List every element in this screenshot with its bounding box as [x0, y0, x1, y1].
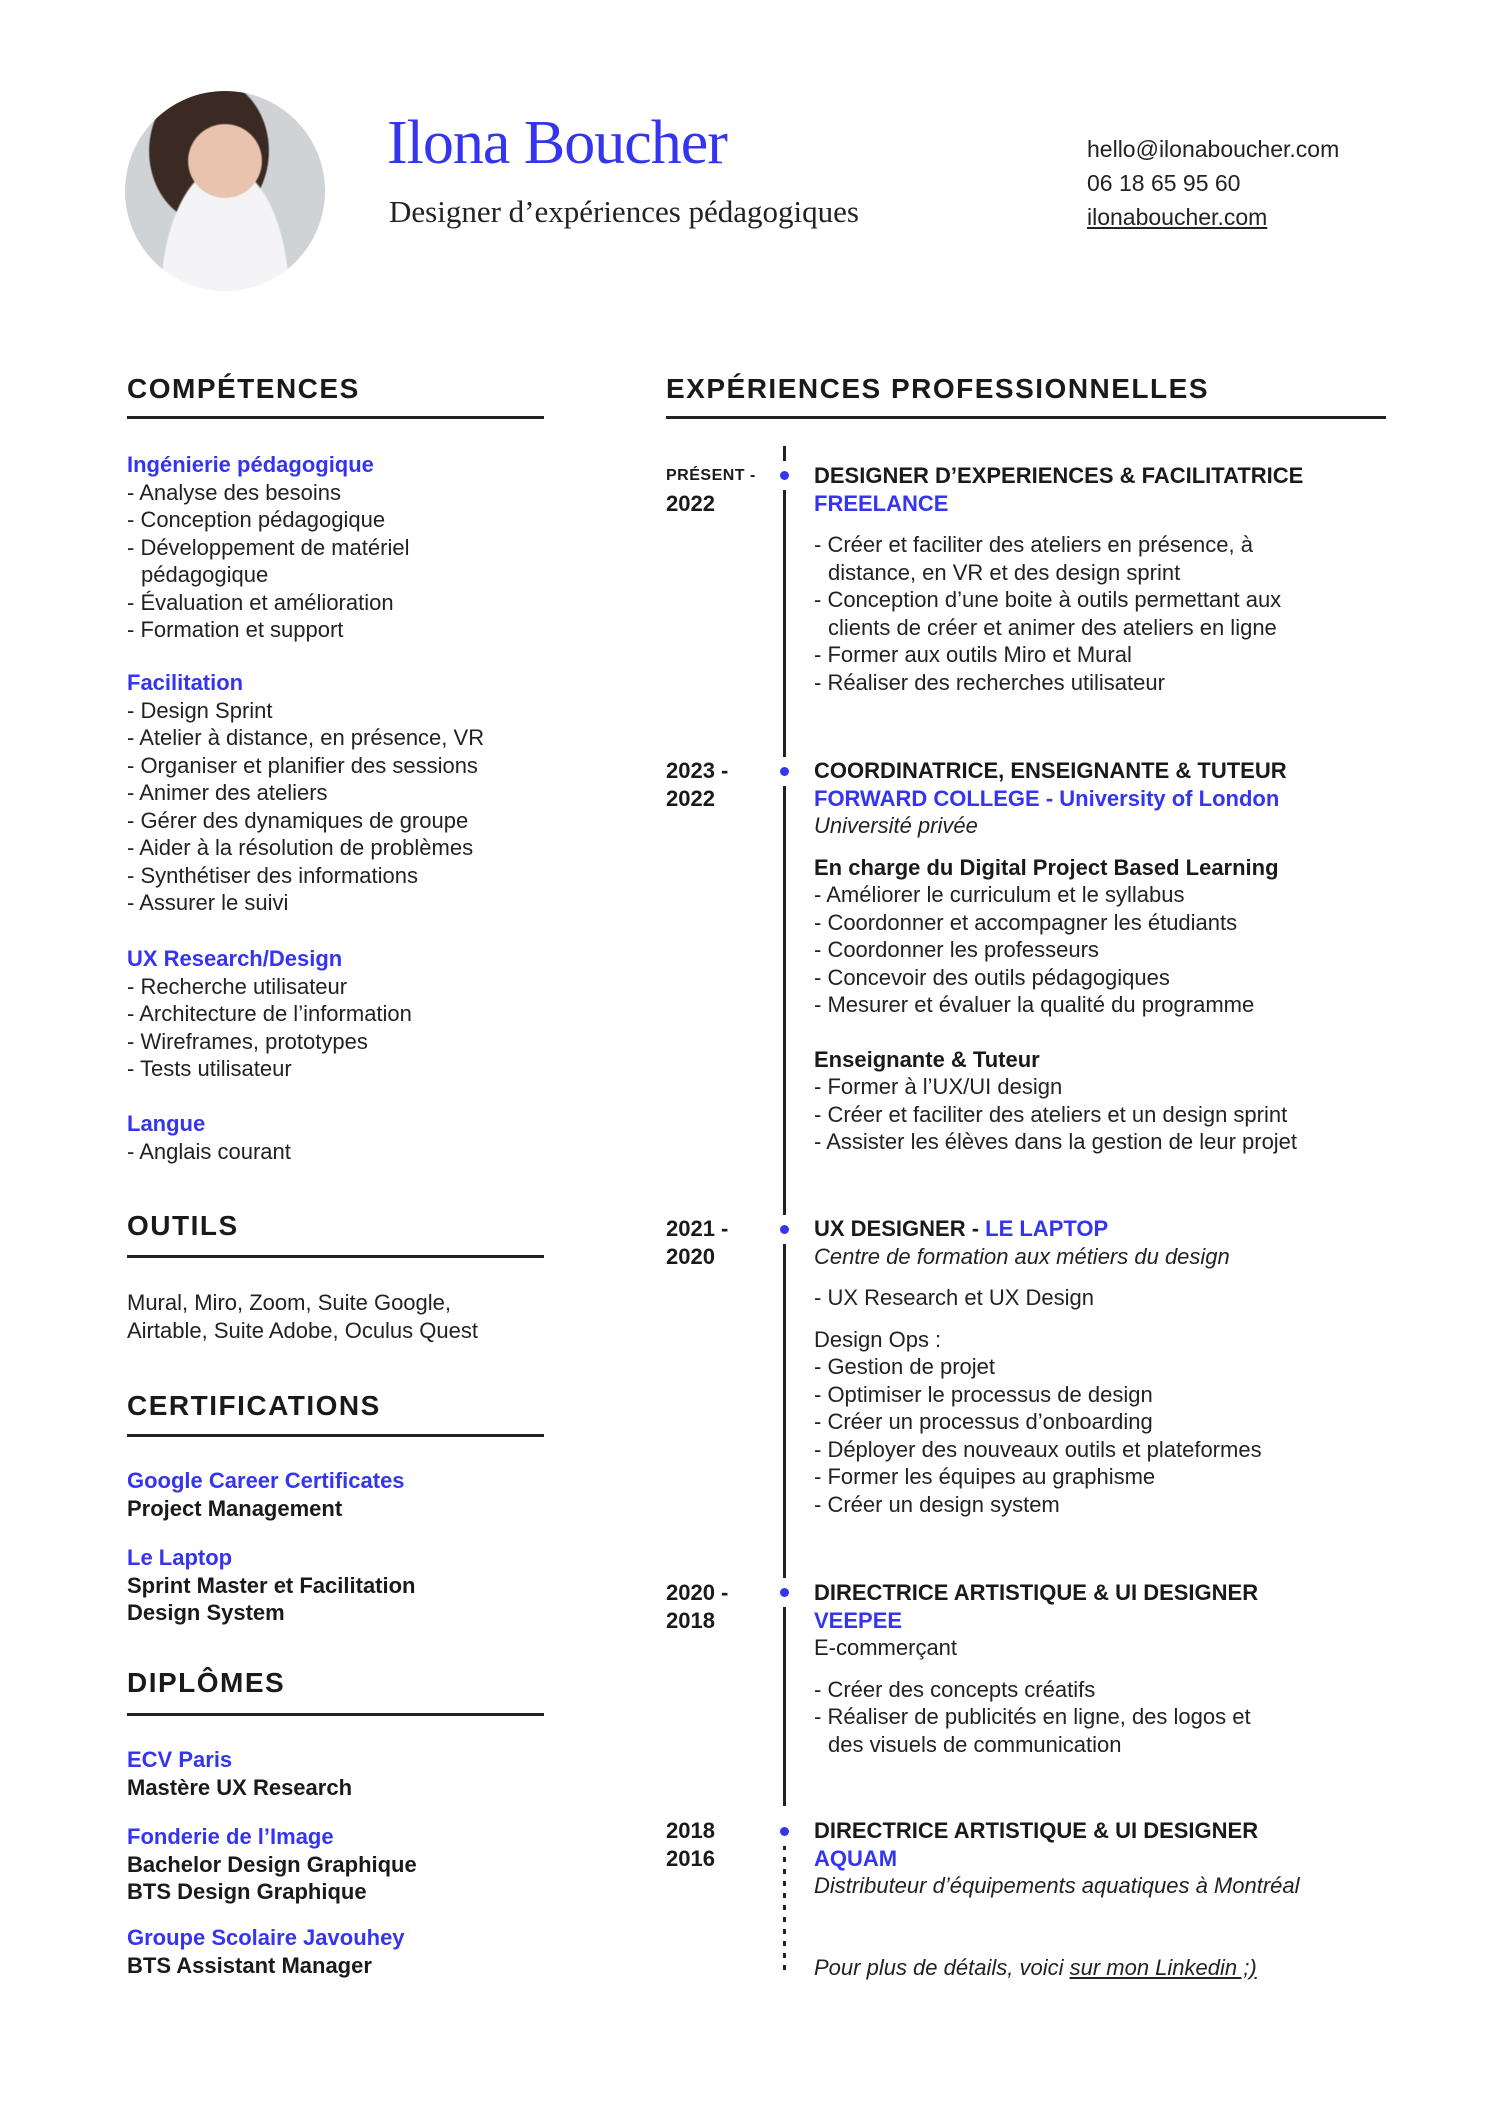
list-item: - Optimiser le processus de design — [814, 1381, 1153, 1407]
list-item: - Architecture de l’information — [127, 1001, 412, 1026]
skills-heading: COMPÉTENCES — [127, 373, 360, 404]
list-item: pédagogique — [141, 562, 269, 587]
date-start: 2023 - — [666, 758, 729, 783]
item-list — [127, 479, 547, 644]
candidate-title: Designer d’expériences pédagogiques — [389, 194, 859, 229]
date-start: 2020 - — [666, 1580, 729, 1605]
list-item: - Atelier à distance, en présence, VR — [127, 725, 485, 750]
skill-group-title: Langue — [127, 1111, 206, 1136]
certifications-heading: CERTIFICATIONS — [127, 1390, 381, 1421]
job-entry — [814, 462, 1394, 696]
list-item: - Organiser et planifier des sessions — [127, 752, 478, 778]
tools-divider — [127, 1255, 544, 1258]
list-item: - Aider à la résolution de problèmes — [127, 835, 474, 860]
list-item: des visuels de communication — [828, 1731, 1122, 1757]
job-subheading: Enseignante & Tuteur — [814, 1046, 1040, 1072]
list-item: - Analyse des besoins — [127, 479, 342, 505]
list-item: - Créer et faciliter des ateliers en présence, à — [814, 532, 1253, 557]
certification-org: Google Career Certificates — [127, 1468, 405, 1493]
list-item: - Anglais courant — [127, 1138, 291, 1164]
contact-info — [1087, 132, 1339, 234]
job-role: COORDINATRICE, ENSEIGNANTE & TUTEUR — [814, 758, 1287, 783]
job-role: DIRECTRICE ARTISTIQUE & UI DESIGNER — [814, 1580, 1259, 1605]
list-item: - Améliorer le curriculum et le syllabus — [814, 882, 1185, 907]
skill-group — [127, 451, 547, 644]
list-item: - Évaluation et amélioration — [127, 589, 394, 615]
date-start: 2021 - — [666, 1216, 729, 1241]
job-dates — [666, 1817, 715, 1872]
date-end: 2020 — [666, 1243, 715, 1269]
list-item: - Développement de matériel — [127, 534, 410, 560]
diploma-school: Groupe Scolaire Javouhey — [127, 1925, 405, 1950]
skill-group-title: Facilitation — [127, 670, 244, 695]
job-subheading: Design Ops : — [814, 1326, 942, 1352]
date-start: 2018 — [666, 1818, 715, 1843]
list-item: - Synthétiser des informations — [127, 862, 419, 888]
diplomas-divider — [127, 1713, 544, 1716]
list-item: BTS Assistant Manager — [127, 1952, 372, 1978]
diploma — [127, 1823, 547, 1906]
item-list — [127, 1495, 547, 1523]
item-list — [814, 1676, 1394, 1759]
list-item: - Gérer des dynamiques de groupe — [127, 807, 469, 833]
list-item: distance, en VR et des design sprint — [828, 559, 1181, 585]
job-description: Distributeur d’équipements aquatiques à Montréal — [814, 1873, 1300, 1898]
list-item: Bachelor Design Graphique — [127, 1851, 417, 1877]
linkedin-note — [814, 1954, 1394, 1982]
job-entry — [814, 1215, 1394, 1518]
list-item: - Conception pédagogique — [127, 507, 386, 532]
list-item: - Former à l’UX/UI design — [814, 1074, 1063, 1099]
job-entry — [814, 1817, 1394, 1981]
diploma — [127, 1746, 547, 1801]
job-dates — [666, 1215, 728, 1270]
diplomas-heading: DIPLÔMES — [127, 1667, 286, 1698]
list-item: - Réaliser des recherches utilisateur — [814, 669, 1165, 695]
certification — [127, 1467, 547, 1522]
list-item: Mural, Miro, Zoom, Suite Google, — [127, 1290, 452, 1315]
timeline-dot — [780, 1827, 789, 1836]
list-item: - UX Research et UX Design — [814, 1285, 1094, 1310]
timeline-dot — [780, 471, 789, 480]
list-item: - Formation et support — [127, 617, 344, 642]
skill-group-title: UX Research/Design — [127, 946, 343, 971]
list-item: - Former aux outils Miro et Mural — [814, 642, 1132, 667]
list-item: - Conception d’une boite à outils permettant aux — [814, 587, 1282, 612]
timeline-dot — [780, 1588, 789, 1597]
item-list — [127, 1774, 547, 1802]
timeline-dot — [780, 767, 789, 776]
list-item: - Créer un design system — [814, 1491, 1060, 1517]
item-list — [127, 1851, 547, 1906]
profile-photo — [125, 91, 325, 291]
list-item: - Coordonner et accompagner les étudiants — [814, 909, 1238, 935]
job-dates — [666, 757, 728, 812]
list-item: Project Management — [127, 1495, 343, 1521]
tools-list — [127, 1289, 547, 1344]
job-company: VEEPEE — [814, 1607, 903, 1633]
list-item: - Déployer des nouveaux outils et plateformes — [814, 1436, 1262, 1462]
list-item: clients de créer et animer des ateliers en ligne — [828, 614, 1277, 640]
certifications-divider — [127, 1434, 544, 1437]
job-subheading: En charge du Digital Project Based Learning — [814, 854, 1279, 880]
date-end: 2022 — [666, 785, 715, 811]
phone-number: 06 18 65 95 60 — [1087, 170, 1241, 196]
list-item: Mastère UX Research — [127, 1774, 353, 1800]
list-item: - Animer des ateliers — [127, 780, 328, 805]
list-item: - Former les équipes au graphisme — [814, 1464, 1156, 1489]
diploma — [127, 1924, 547, 1979]
date-start: PRÉSENT - — [666, 467, 756, 484]
candidate-name: Ilona Boucher — [387, 109, 727, 177]
item-list — [127, 973, 547, 1083]
list-item: - Créer et faciliter des ateliers et un design sprint — [814, 1101, 1288, 1127]
job-description: Centre de formation aux métiers du design — [814, 1243, 1230, 1269]
item-list — [127, 1952, 547, 1980]
skill-group — [127, 945, 547, 1083]
list-item: - Concevoir des outils pédagogiques — [814, 964, 1170, 990]
timeline-dotted-line — [783, 1845, 786, 1970]
skills-divider — [127, 416, 544, 419]
item-list — [127, 1572, 547, 1627]
item-list — [814, 531, 1394, 696]
tools-heading: OUTILS — [127, 1210, 239, 1241]
certification-org: Le Laptop — [127, 1545, 233, 1570]
job-dates — [666, 1579, 728, 1634]
job-dates — [666, 462, 756, 517]
certification — [127, 1544, 547, 1627]
job-company: AQUAM — [814, 1845, 898, 1871]
list-item: - Gestion de projet — [814, 1354, 995, 1379]
list-item: - Design Sprint — [127, 697, 273, 723]
website-link[interactable]: ilonaboucher.com — [1087, 204, 1268, 230]
timeline-dot — [780, 1225, 789, 1234]
job-role: DESIGNER D’EXPERIENCES & FACILITATRICE — [814, 463, 1304, 488]
skill-group — [127, 669, 547, 917]
item-list — [814, 1353, 1394, 1518]
date-end: 2022 — [666, 490, 715, 516]
job-role: UX DESIGNER - — [814, 1216, 986, 1241]
linkedin-note-text: Pour plus de détails, voici — [814, 1954, 1070, 1980]
skill-group-title: Ingénierie pédagogique — [127, 452, 374, 477]
list-item: - Tests utilisateur — [127, 1056, 292, 1081]
job-company: LE LAPTOP — [985, 1216, 1109, 1241]
job-company: FORWARD COLLEGE - University of London — [814, 785, 1280, 811]
list-item: - Réaliser de publicités en ligne, des logos et — [814, 1704, 1251, 1729]
diploma-school: Fonderie de l’Image — [127, 1824, 334, 1849]
list-item: - Assister les élèves dans la gestion de leur projet — [814, 1129, 1298, 1154]
linkedin-link[interactable]: sur mon Linkedin ;) — [1069, 1954, 1257, 1980]
item-list — [814, 1073, 1394, 1156]
date-end: 2016 — [666, 1845, 715, 1871]
list-item: - Assurer le suivi — [127, 890, 289, 915]
skill-group — [127, 1110, 547, 1165]
timeline-line — [783, 446, 786, 1806]
job-description: E-commerçant — [814, 1635, 958, 1660]
list-item: Airtable, Suite Adobe, Oculus Quest — [127, 1317, 478, 1343]
job-entry — [814, 1579, 1394, 1758]
item-list — [814, 1284, 1394, 1312]
list-item: - Recherche utilisateur — [127, 973, 348, 999]
list-item: - Wireframes, prototypes — [127, 1028, 368, 1054]
list-item: - Coordonner les professeurs — [814, 937, 1099, 962]
job-entry — [814, 757, 1394, 1156]
date-end: 2018 — [666, 1607, 715, 1633]
item-list — [127, 1289, 547, 1344]
experience-divider — [666, 416, 1386, 419]
item-list — [127, 697, 547, 917]
list-item: BTS Design Graphique — [127, 1879, 367, 1904]
item-list — [814, 881, 1394, 1019]
list-item: - Créer un processus d’onboarding — [814, 1409, 1153, 1434]
list-item: Design System — [127, 1600, 285, 1625]
job-role: DIRECTRICE ARTISTIQUE & UI DESIGNER — [814, 1818, 1259, 1843]
diploma-school: ECV Paris — [127, 1747, 233, 1772]
list-item: - Mesurer et évaluer la qualité du programme — [814, 992, 1255, 1017]
list-item: Sprint Master et Facilitation — [127, 1572, 416, 1598]
item-list — [127, 1138, 547, 1166]
email-link[interactable]: hello@ilonaboucher.com — [1087, 136, 1340, 162]
experience-heading: EXPÉRIENCES PROFESSIONNELLES — [666, 373, 1209, 404]
list-item: - Créer des concepts créatifs — [814, 1676, 1096, 1702]
job-company: FREELANCE — [814, 490, 949, 516]
job-description: Université privée — [814, 813, 978, 838]
